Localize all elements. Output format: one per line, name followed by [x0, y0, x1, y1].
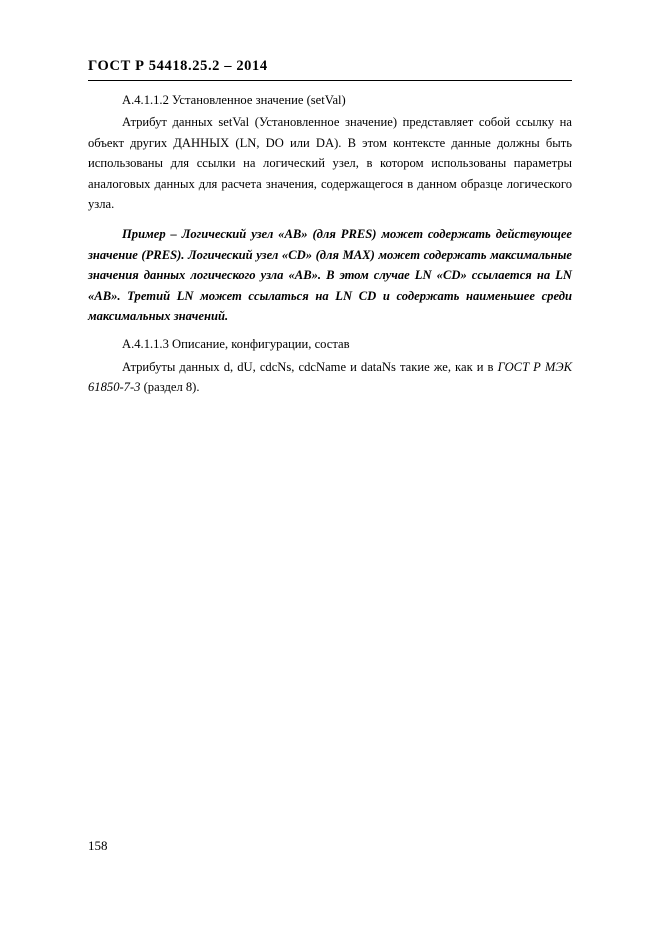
description-text-part2: (раздел 8).: [140, 380, 200, 395]
paragraph-example: Пример – Логический узел «AB» (для PRES) может содержать действующее значение (PRES). Логический узел «CD» (для MAX) может содержать максимальные значения данных логического узла «AB». В этом случае LN «CD» ссылается на LN «AB». Третий LN может ссылаться на LN CD и содержать наименьшее среди максимальных значений.: [88, 227, 572, 323]
page-content: [88, 90, 572, 398]
paragraph-description-body: [88, 357, 572, 398]
heading-description: А.4.1.1.3 Описание, конфигурации, состав: [122, 337, 350, 352]
standard-reference: ГОСТ Р МЭК 61850-7-3: [88, 359, 572, 395]
header-divider: [88, 80, 572, 81]
paragraph-setval-body: Атрибут данных setVal (Установленное значение) представляет собой ссылку на объект других ДАННЫХ (LN, DO или DA). В этом контексте данные должны быть использованы для ссылки на логический узел, в котором использованы параметры аналоговых данных для расчета значения, содержащегося в данном образце логического узла.: [88, 115, 572, 211]
page-number: 158: [88, 838, 108, 853]
standard-designation: ГОСТ Р 54418.25.2 – 2014: [88, 58, 268, 74]
page-header: [88, 58, 578, 75]
description-text-part1: Атрибуты данных d, dU, cdcNs, cdcName и dataNs такие же, как и в: [122, 359, 498, 374]
heading-setval: А.4.1.1.2 Установленное значение (setVal): [122, 93, 346, 107]
